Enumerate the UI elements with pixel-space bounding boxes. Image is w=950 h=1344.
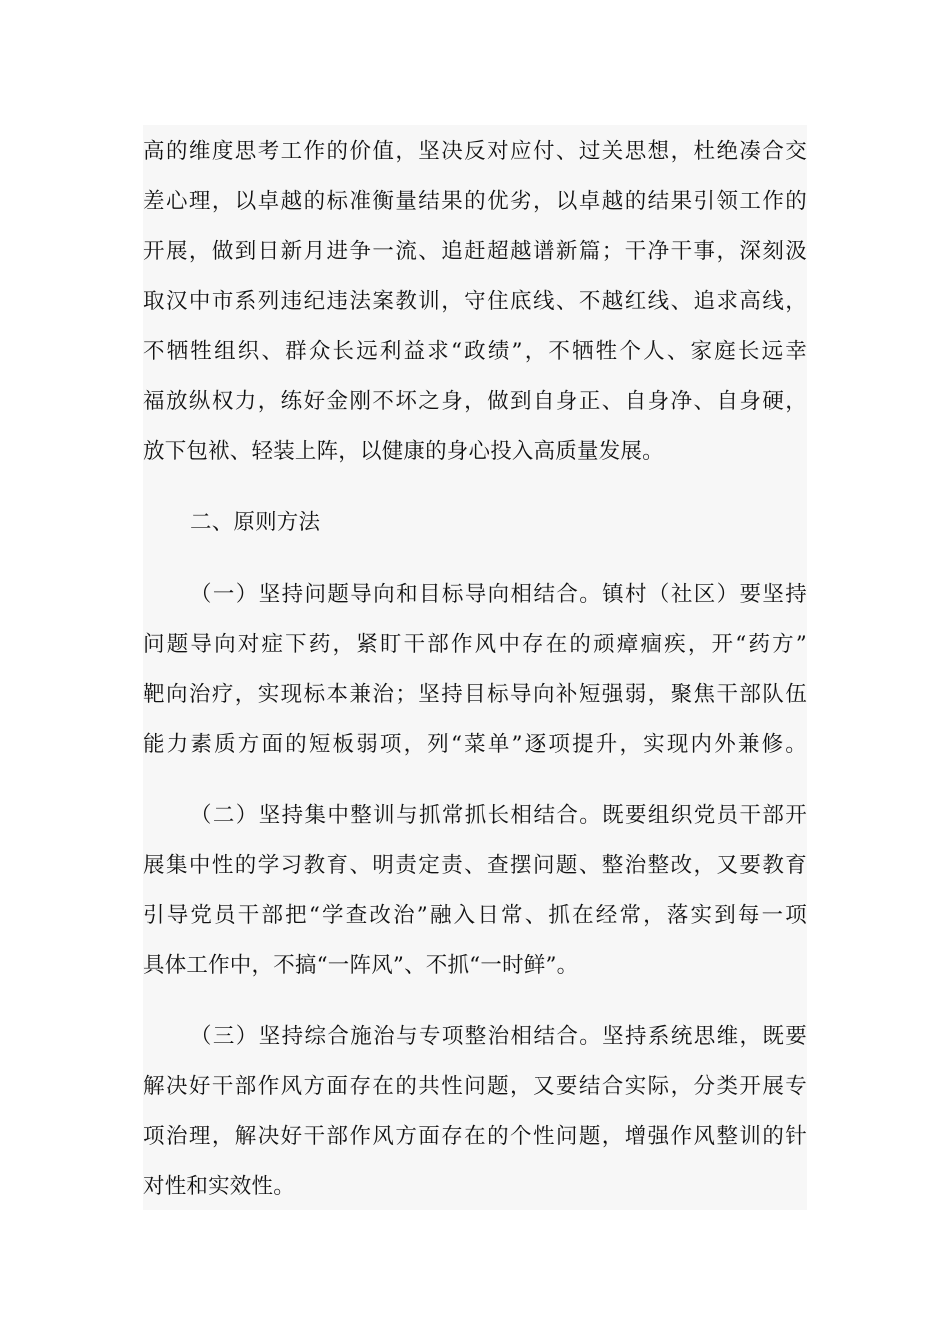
paragraph-line: 解决好干部作风方面存在的共性问题，又要结合实际，分类开展专 — [143, 1074, 807, 1099]
paragraph-line: 引导党员干部把“学查改治”融入日常、抓在经常，落实到每一项 — [143, 903, 807, 928]
paragraph-line: 靶向治疗，实现标本兼治；坚持目标导向补短强弱，聚焦干部队伍 — [143, 682, 807, 707]
paragraph-line: 展集中性的学习教育、明责定责、查摆问题、整治整改，又要教育 — [143, 853, 807, 878]
paragraph-line: （三）坚持综合施治与专项整治相结合。坚持系统思维，既要 — [190, 1024, 807, 1049]
section-heading: 二、原则方法 — [190, 510, 321, 535]
paragraph-line: 开展，做到日新月进争一流、追赶超越谱新篇；干净干事，深刻汲 — [143, 239, 807, 264]
paragraph-line: 差心理，以卓越的标准衡量结果的优劣，以卓越的结果引领工作的 — [143, 189, 807, 214]
paragraph-line: 放下包袱、轻装上阵，以健康的身心投入高质量发展。 — [143, 439, 664, 464]
paragraph-line: 福放纵权力，练好金刚不坏之身，做到自身正、自身净、自身硬， — [143, 389, 807, 414]
paragraph-line: 项治理，解决好干部作风方面存在的个性问题，增强作风整训的针 — [143, 1124, 807, 1149]
paragraph-line: 高的维度思考工作的价值，坚决反对应付、过关思想，杜绝凑合交 — [143, 139, 807, 164]
paragraph-line: （二）坚持集中整训与抓常抓长相结合。既要组织党员干部开 — [190, 803, 807, 828]
paragraph-line: 对性和实效性。 — [143, 1174, 295, 1199]
paragraph-line: 具体工作中，不搞“一阵风”、不抓“一时鲜”。 — [143, 953, 579, 978]
paragraph-line: 问题导向对症下药，紧盯干部作风中存在的顽瘴痼疾，开“药方” — [143, 632, 807, 657]
document-text-block — [143, 125, 807, 1210]
paragraph-line: 能力素质方面的短板弱项，列“菜单”逐项提升，实现内外兼修。 — [143, 732, 807, 757]
paragraph-line: （一）坚持问题导向和目标导向相结合。镇村（社区）要坚持 — [190, 582, 807, 607]
paragraph-line: 取汉中市系列违纪违法案教训，守住底线、不越红线、追求高线， — [143, 289, 807, 314]
paragraph-line: 不牺牲组织、群众长远利益求“政绩”，不牺牲个人、家庭长远幸 — [143, 339, 807, 364]
